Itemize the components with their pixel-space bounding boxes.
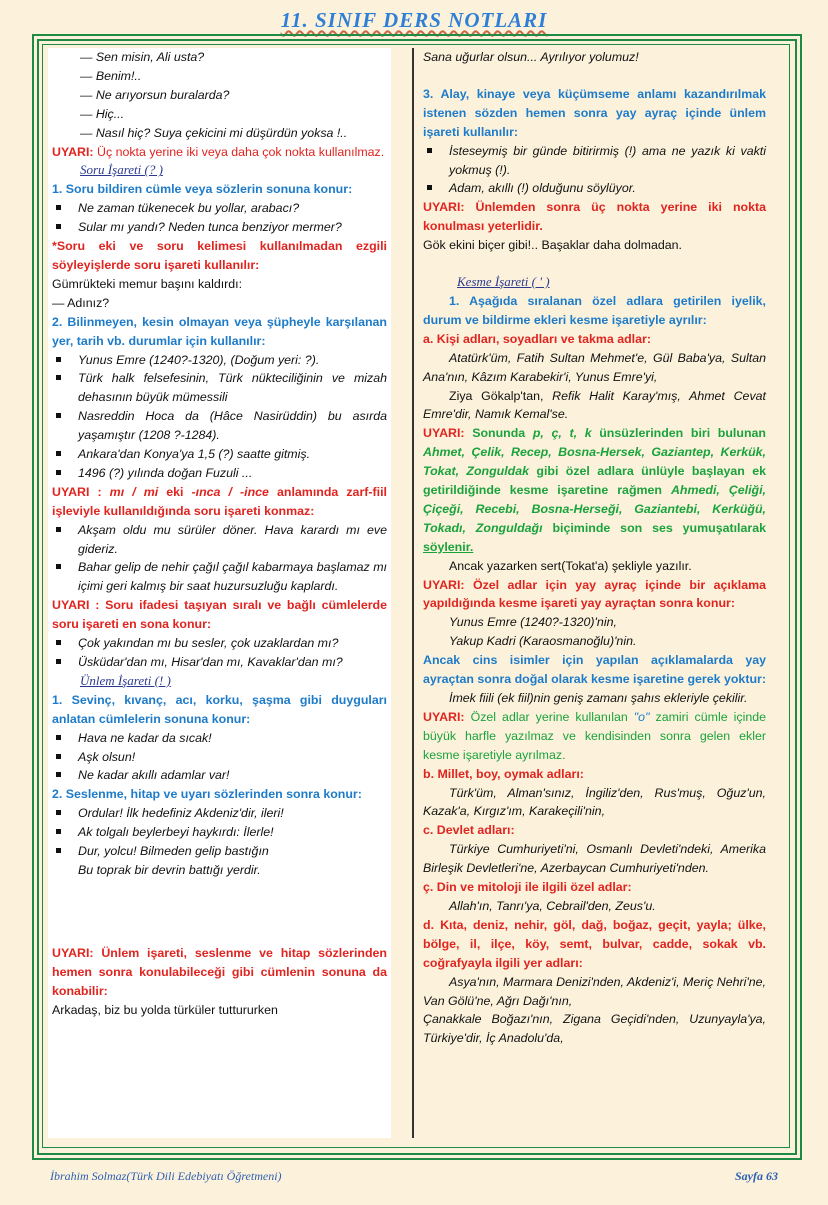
kesme-d-example: Asya'nın, Marmara Denizi'nden, Akdeniz'i, Meriç Nehri'ne, Van Gölü'ne, Ağrı Dağı'nın, [423,974,766,1008]
soru-rule-1-list [52,199,387,237]
warning-ordered-list [52,634,387,672]
warning-text: Üç nokta yerine iki veya daha çok nokta kullanılmaz. [93,144,385,159]
soru-rule-2-list [52,351,387,483]
page-header [0,8,828,33]
warning-label: UYARI: [423,426,465,441]
kesme-a-example: Atatürk'üm, Fatih Sultan Mehmet'e, Gül Baba'ya, Sultan Ana'nın, Kâzım Karabekir'i, Yunus Emre'yi, [423,350,766,384]
unlem-rule-1: 1. Sevinç, kıvanç, acı, korku, şaşma gibi duyguları anlatan cümlelerin sonuna konur: [52,692,387,726]
example-line: Yunus Emre (1240?-1320)'nin, [449,615,617,630]
warning-two-dots: UYARI: Ünlemden sonra üç nokta yerine iki nokta konulması yeterlidir. [423,200,766,234]
example-line: Gümrükteki memur başını kaldırdı: [52,276,243,291]
example-text: Refik Halit Karay'mış, Ahmet Cevat Emre'dir, Namık Kemal'se. [423,388,766,422]
kesme-heading: Kesme İşareti ( ' ) [457,274,550,290]
list-item: Ne kadar akıllı adamlar var! [52,766,387,785]
soru-rule-2: 2. Bilinmeyen, kesin olmayan veya şüpheyle karşılanan yer, tarih vb. durumlar için kullanılır: [52,314,387,348]
footer-author: İbrahim Solmaz(Türk Dili Edebiyatı Öğretmeni) [50,1169,282,1183]
list-item: Çok yakından mı bu sesler, çok uzaklardan mı? [52,634,387,653]
warning-text: biçiminde son ses yumuşatılarak [542,520,766,535]
list-item: Üsküdar'dan mı, Hisar'dan mı, Kavaklar'dan mı? [52,653,387,672]
pronoun-o: "o" [633,709,650,724]
unlem-rule-3-list [423,142,766,199]
spacer [52,880,387,944]
list-item: Akşam oldu mu sürüler döner. Hava karardı mı eve gideriz. [52,521,387,559]
kesme-a-label: a. Kişi adları, soyadları ve takma adlar: [423,331,651,346]
list-item: Ne zaman tükenecek bu yollar, arabacı? [52,199,387,218]
column-divider [412,48,414,1138]
kesme-c-example: Türkiye Cumhuriyeti'ni, Osmanlı Devleti'ndeki, Amerika Birleşik Devletleri'ne, Azerbaycan Cumhuriyeti'nden. [423,842,766,876]
list-item: Dur, yolcu! Bilmeden gelip bastığın [52,842,387,861]
warning-pronoun [423,708,766,765]
unlem-rule-3: 3. Alay, kinaye veya küçümseme anlamı kazandırılmak istenen sözden hemen sonra yay ayraç içinde ünlem işareti kullanılır: [423,86,766,139]
unlem-rule-1-list [52,729,387,786]
spacer [423,255,766,273]
warning-ordered: UYARI : Soru ifadesi taşıyan sıralı ve bağlı cümlelerde soru işareti en sona konur: [52,598,387,632]
list-item: Sular mı yandı? Neden tunca benziyor mermer? [52,218,387,237]
common-noun-note: Ancak cins isimler için yapılan açıklamalarda yay ayraçtan sonra doğal olarak kesme işaretine gerek yoktur: [423,653,766,687]
list-item: Aşk olsun! [52,748,387,767]
example-line: İmek fiili (ek fiil)nin geniş zamanı şahıs ekleriyle çekilir. [449,691,748,705]
warning-text: eki [158,484,192,499]
warning-text: zamiri cümle içinde büyük harfle yazılmaz ve kendisinden sonra gelen ekler kesme işaretiyle ayrılmaz. [423,709,767,762]
warning-ellipsis [52,143,387,162]
list-item: Ordular! İlk hedefiniz Akdeniz'dir, ileri! [52,804,387,823]
left-column [48,48,391,1138]
warning-text: gibi özel adlara ünlüyle başlayan ek getirildiğinde kesme işaretine rağmen [423,464,766,498]
warning-text: anlamında zarf-fiil işleviyle kullanıldığında soru işareti konmaz: [52,484,387,518]
warning-softening [423,424,766,556]
warning-text: ünsüzlerinden biri bulunan [591,426,766,441]
header-title: 11. SINIF DERS NOTLARI [280,8,548,32]
warning-inca-suffix: -ınca / -ince [191,484,269,499]
example-prefix: Ziya Gökalp'tan, [449,388,553,403]
warning-unlem: UYARI: Ünlem işareti, seslenme ve hitap sözlerinden hemen sonra konulabileceği gibi cümlenin sonuna da konabilir: [52,945,387,998]
warning-label: UYARI: [52,144,94,159]
list-item: Nasreddin Hoca da (Hâce Nasirüddin) bu asırda yaşamıştır (1208 ?-1284). [52,407,387,445]
dialog-line: — Sen misin, Ali usta? [80,50,205,64]
list-item: Hava ne kadar da sıcak! [52,729,387,748]
warning-label: UYARI : [52,484,102,499]
warning-mi-list [52,521,387,597]
soru-rule-1: 1. Soru bildiren cümle veya sözlerin sonuna konur: [52,182,353,197]
example-line: Ancak yazarken sert(Tokat'a) şekliyle yazılır. [449,558,692,573]
footer-page-number: Sayfa 63 [735,1169,778,1183]
warning-parentheses: UYARI: Özel adlar için yay ayraç içinde bir açıklama yapıldığında kesme işareti yay ayraçtan sonra konur: [423,577,766,611]
unlem-rule-2: 2. Seslenme, hitap ve uyarı sözlerinden sonra konur: [52,787,362,802]
kesme-rule-1: 1. Aşağıda sıralanan özel adlara getirilen iyelik, durum ve bildirme ekleri kesme işaretiyle ayrılır: [423,293,766,327]
example-line: Yakup Kadri (Karaosmanoğlu)'nin. [449,634,637,649]
warning-text: söylenir. [423,539,474,554]
list-item: Bahar gelip de nehir çağıl çağıl kabarmaya başlamaz mı içimi geri kalmış bir saat huzursuzluğu kaplardı. [52,558,387,596]
name-list: Ahmet, Çelik, Recep, Bosna-Hersek, Gaziantep, Kerkük, Tokat, Zonguldak [423,445,766,479]
example-line: — Adınız? [52,295,110,310]
kesme-ç-label: ç. Din ve mitoloji ile ilgili özel adlar: [423,880,632,895]
example-line: Gök ekini biçer gibi!.. Başaklar daha dolmadan. [423,238,682,253]
kesme-b-example: Türk'üm, Alman'sınız, İngiliz'den, Rus'muş, Oğuz'un, Kazak'a, Kırgız'ım, Karakeçili'nin, [423,785,766,819]
consonant-list: p, ç, t, k [532,426,592,441]
poem-continuation: Bu toprak bir devrin battığı yerdir. [78,862,261,877]
list-item: Adam, akıllı (!) olduğunu söylüyor. [423,179,766,198]
soru-heading: Soru İşareti (? ) [80,162,163,178]
list-item: İsteseymiş bir günde bitirirmiş (!) ama ne yazık ki vakti yokmuş (!). [423,142,766,180]
kesme-d-label: d. Kıta, deniz, nehir, göl, dağ, boğaz, geçit, yayla; ülke, bölge, il, ilçe, köy, semt, bulvar, cadde, sokak vb. coğrafyayla ilgili yer adları: [423,917,766,970]
unlem-rule-2-list [52,804,387,861]
kesme-c-label: c. Devlet adları: [423,823,515,838]
soru-note: *Soru eki ve soru kelimesi kullanılmadan ezgili söyleyişlerde soru işareti kullanılır: [52,239,387,272]
dialog-line: — Ne arıyorsun buralarda? [80,87,230,102]
unlem-heading: Ünlem İşareti (! ) [80,672,171,688]
dialog-line: — Nasıl hiç? Suya çekicini mi düşürdün yoksa !.. [80,125,348,140]
warning-mi-suffix: mı / mi [101,484,159,499]
name-list: Ahmedi, Çeliği, Çiçeği, Recebi, Bosna-Herseği, Gaziantebi, Kerküğü, Tokadı, Zonguldağı [423,483,766,535]
example-line: Sana uğurlar olsun... Ayrılıyor yolumuz! [423,50,639,64]
warning-text: Sonunda [464,426,533,441]
dialog-line: — Benim!.. [80,68,142,83]
kesme-d-example: Çanakkale Boğazı'nın, Zigana Geçidi'nden, Uzunyayla'ya, Türkiye'dir, İç Anadolu'da, [423,1012,766,1046]
warning-text: Özel adlar yerine kullanılan [464,709,634,724]
right-column [423,48,766,1048]
warning-mi [52,483,387,521]
list-item: Ankara'dan Konya'ya 1,5 (?) saatte gitmiş. [52,445,387,464]
kesme-a-example [423,387,766,425]
list-item: 1496 (?) yılında doğan Fuzuli ... [52,464,387,483]
list-item: Ak tolgalı beylerbeyi haykırdı: İlerle! [52,823,387,842]
list-item: Yunus Emre (1240?-1320), (Doğum yeri: ?). [52,351,387,370]
dialog-line: — Hiç... [80,106,125,121]
example-line: Arkadaş, biz bu yolda türküler tuttururken [52,1002,278,1017]
list-item: Türk halk felsefesinin, Türk nükteciliğinin ve mizah dehasının büyük mümessili [52,369,387,407]
kesme-b-label: b. Millet, boy, oymak adları: [423,766,584,781]
kesme-ç-example: Allah'ın, Tanrı'ya, Cebrail'den, Zeus'u. [449,898,656,913]
spacer [423,67,766,85]
warning-label: UYARI: [423,709,465,724]
